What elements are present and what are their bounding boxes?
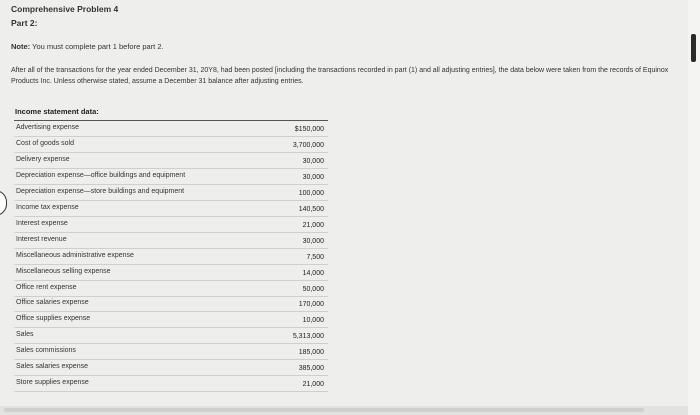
table-row — [0, 249, 340, 265]
row-amount: 10,000 — [302, 317, 324, 325]
row-label: Office salaries expense — [16, 299, 89, 307]
table-row — [0, 233, 340, 249]
row-label: Income tax expense — [16, 203, 79, 211]
horizontal-scrollbar[interactable] — [0, 406, 688, 415]
row-label: Depreciation expense—store buildings and equipment — [16, 187, 185, 195]
row-label: Office supplies expense — [16, 315, 91, 323]
row-amount: 7,500 — [306, 253, 324, 261]
row-amount: 21,000 — [302, 381, 324, 389]
row-label: Sales salaries expense — [16, 363, 88, 371]
vertical-scrollbar[interactable] — [688, 0, 700, 415]
table-row — [0, 281, 340, 297]
row-amount: 30,000 — [302, 237, 324, 245]
note-text: You must complete part 1 before part 2. — [32, 42, 164, 51]
row-amount: 100,000 — [298, 189, 324, 197]
row-label: Miscellaneous selling expense — [16, 267, 111, 275]
row-amount: 185,000 — [298, 349, 324, 357]
table-row — [0, 265, 340, 281]
table-row — [0, 328, 340, 344]
row-label: Store supplies expense — [16, 379, 89, 387]
table-row — [0, 296, 340, 312]
row-label: Interest revenue — [16, 235, 67, 243]
row-label: Office rent expense — [16, 283, 77, 291]
row-label: Advertising expense — [16, 124, 80, 131]
row-amount: 21,000 — [302, 221, 324, 229]
problem-description: After all of the transactions for the year ended December 31, 20Y8, had been posted [including the transactions recorded in part (1) and all adjusting entries], the data below were taken from the records of Equinox Products Inc. Unless otherwise stated, assume a December 31 balance after adjusting entries. — [11, 67, 669, 85]
table-row — [0, 121, 340, 137]
note-label: Note: — [11, 42, 31, 51]
horizontal-scrollbar-thumb[interactable] — [4, 408, 644, 412]
row-label: Delivery expense — [16, 155, 70, 163]
row-amount: 30,000 — [302, 173, 324, 181]
table-row — [0, 169, 340, 185]
income-statement-heading: Income statement data: — [15, 107, 99, 116]
row-divider — [14, 391, 328, 392]
row-amount: $150,000 — [294, 126, 324, 133]
row-amount: 30,000 — [302, 157, 324, 165]
row-amount: 170,000 — [298, 301, 324, 309]
row-amount: 385,000 — [298, 365, 324, 373]
row-label: Sales — [16, 331, 34, 339]
part-label: Part 2: — [11, 18, 38, 28]
row-label: Interest expense — [16, 219, 68, 227]
table-row — [0, 312, 340, 328]
row-amount: 140,500 — [298, 205, 324, 213]
table-row — [0, 153, 340, 169]
table-row — [0, 376, 340, 392]
row-amount: 50,000 — [302, 285, 324, 293]
row-label: Cost of goods sold — [16, 139, 74, 147]
table-row — [0, 344, 340, 360]
row-label: Miscellaneous administrative expense — [16, 251, 134, 259]
row-amount: 14,000 — [302, 269, 324, 277]
row-label: Sales commissions — [16, 347, 76, 355]
table-row — [0, 201, 340, 217]
problem-title: Comprehensive Problem 4 — [11, 4, 119, 14]
table-row — [0, 217, 340, 233]
scrollbar-thumb[interactable] — [691, 34, 696, 62]
table-row — [0, 360, 340, 376]
row-amount: 5,313,000 — [292, 333, 324, 341]
table-row — [0, 185, 340, 201]
row-amount: 3,700,000 — [292, 141, 324, 149]
table-row — [0, 137, 340, 153]
note — [11, 42, 164, 51]
row-label: Depreciation expense—office buildings and equipment — [16, 171, 186, 179]
